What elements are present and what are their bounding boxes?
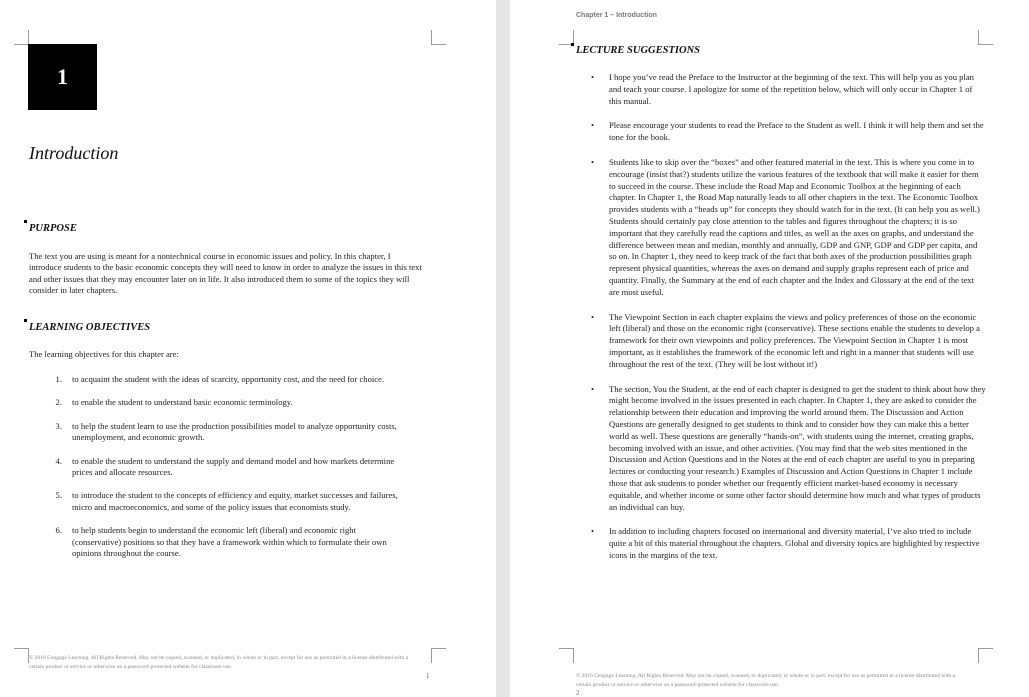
list-item [28, 456, 398, 479]
page-corner-mark [431, 648, 446, 663]
objectives-intro: The learning objectives for this chapter are: [29, 349, 179, 359]
bullet-icon: • [590, 156, 594, 167]
list-text: to help students begin to understand the economic left (liberal) and economic right (conservative) positions so that they have a framework within which to formulate their own opinions throughout the course. [72, 525, 387, 559]
list-item [28, 374, 398, 385]
list-number: 3. [55, 420, 62, 431]
list-text: I hope you’ve read the Preface to the Instructor at the beginning of the text. This will help you as you plan and teach your course. I apologize for some of the repetition below, which will only occur in Chapter 1 of this manual. [609, 72, 974, 106]
page-number: 1 [426, 672, 430, 680]
objectives-heading: LEARNING OBJECTIVES [29, 322, 151, 333]
list-item [28, 490, 398, 513]
list-number: 1. [55, 374, 62, 384]
chapter-number: 1 [57, 64, 68, 89]
chapter-title: Introduction [29, 143, 119, 163]
page-number: 2 [576, 689, 580, 697]
list-item [576, 72, 986, 107]
list-item [576, 526, 986, 561]
bullet-icon: • [590, 120, 594, 131]
bullet-icon: • [590, 311, 594, 322]
bullet-icon: • [590, 72, 594, 82]
list-text: to enable the student to understand the supply and demand model and how markets determine prices and allocate resources. [72, 455, 395, 478]
list-number: 2. [55, 397, 62, 408]
list-text: In addition to including chapters focused on international and diversity material, I’ve also tried to include quite a bit of this material throughout the chapters. Global and diversity topics are highlighted by respective icons in the margins of the text. [609, 526, 980, 560]
document-page-2 [510, 0, 1029, 697]
paragraph-mark [24, 220, 27, 223]
list-text: to enable the student to understand basic economic terminology. [72, 397, 293, 408]
lecture-suggestions-heading: LECTURE SUGGESTIONS [576, 45, 700, 56]
list-item [576, 120, 986, 144]
list-text: to acquaint the student with the ideas of scarcity, opportunity cost, and the need for choice. [72, 374, 385, 384]
list-item [576, 384, 986, 514]
page-corner-mark [14, 648, 29, 663]
list-text: The section, You the Student, at the end of each chapter is designed to get the student to think about how they might become involved in the issues presented in each chapter. In Chapter 1, they are asked to consider the relationship between their education and improving the world around them. The Discussion and Action Questions are generally designed to get students to think and to consider how they can make this a better world as well. These questions are generally “hands-on”, with students using the internet, creating graphs, becoming involved with an issue, and other activities. (You may find that the web sites mentioned in the Discussion and Action Questions and in the Notes at the end of each chapter are useful to you in preparing lectures or conducting your research.) Examples of Discussion and Action Questions in Chapter 1 include those that ask students to ponder whether our frequently efficient market-based economy is necessary equitable, and whether income or some other factor should determine how much and what types of products an individual can buy. [609, 383, 986, 512]
page-corner-mark [14, 30, 29, 45]
list-text: Please encourage your students to read the Preface to the Student as well. I think it will help them and set the tone for the book. [609, 120, 984, 143]
document-page-1 [0, 0, 496, 697]
chapter-number-box [28, 44, 97, 110]
list-number: 5. [55, 490, 62, 501]
purpose-heading: PURPOSE [29, 223, 77, 234]
list-item [28, 397, 398, 408]
list-number: 6. [55, 525, 62, 536]
objectives-list [28, 374, 398, 571]
copyright-footer: © 2016 Cengage Learning. All Rights Reserved. May not be copied, scanned, or duplicated, in whole or in part, except for use as permitted in a license distributed with a certain product or service or otherwise on a password-protected website for classroom use. [576, 673, 956, 688]
purpose-text: The text you are using is meant for a nontechnical course in economic issues and policy. In this chapter, I introduce students to the basic economic concepts they will need to know in order to analyze the issues in this text and other issues that they may encounter later on in life. It also introduced them to some of the topics they will consider in later chapters. [29, 251, 422, 296]
list-item [28, 421, 398, 444]
page-corner-mark [978, 30, 993, 45]
list-item [576, 157, 986, 299]
copyright-footer: © 2016 Cengage Learning. All Rights Reserved. May not be copied, scanned, or duplicated, in whole or in part, except for use as permitted in a license distributed with a certain product or service or otherwise on a password-protected website for classroom use. [29, 655, 409, 670]
list-number: 4. [55, 455, 62, 466]
list-text: to help the student learn to use the production possibilities model to analyze opportunity costs, unemployment, and economic growth. [72, 420, 397, 443]
page-corner-mark [559, 648, 574, 663]
list-text: The Viewpoint Section in each chapter explains the views and policy preferences of those on the economic left (liberal) and those on the economic right (conservative). These sections enable the students to develop a framework for their own viewpoints and policy preferences. The Viewpoint Section in Chapter 1 is most important, as it establishes the framework of the economic left and right in a manner that students will use throughout the rest of the text. (They will be lost without it!) [609, 311, 980, 369]
page-corner-mark [431, 30, 446, 45]
list-text: to introduce the student to the concepts of efficiency and equity, market successes and failures, micro and macroeconomics, and some of the policy issues that economists study. [72, 490, 398, 512]
bullet-icon: • [590, 526, 594, 537]
list-item [576, 312, 986, 371]
list-item [28, 525, 398, 559]
paragraph-mark [24, 319, 27, 322]
suggestions-list [576, 72, 986, 575]
page-corner-mark [978, 648, 993, 663]
running-header: Chapter 1 – Introduction [576, 12, 657, 19]
list-text: Students like to skip over the “boxes” and other featured material in the text. This is where you come in to encourage (insist that?) students utilize the various features of the textbook that will make it easier for them to succeed in the course. These include the Road Map and Economic Toolbox at the beginning of each chapter. In Chapter 1, the Road Map naturally leads to all other chapters in the text. The Economic Toolbox provides students with a “heads up” for concepts they should watch for in the text. (It can help you as well.) Students should certainly pay close attention to the tables and figures throughout the chapters; it is so important that they carefully read the captions and titles, as well as the axes on graphs, and understand the difference between mean and median, monthly and annually, GDP and GNP, GDP and GDP per capita, and so on. In Chapter 1, they need to keep track of the fact that both axes of the production possibilities graph represent physical quantities, whereas the axes on demand and supply graphs represent each of price and quantity. Finally, the Summary at the end of each chapter and the Index and Glossary at the end of the text are most useful. [609, 156, 980, 297]
bullet-icon: • [590, 383, 594, 394]
paragraph-mark [571, 43, 574, 46]
